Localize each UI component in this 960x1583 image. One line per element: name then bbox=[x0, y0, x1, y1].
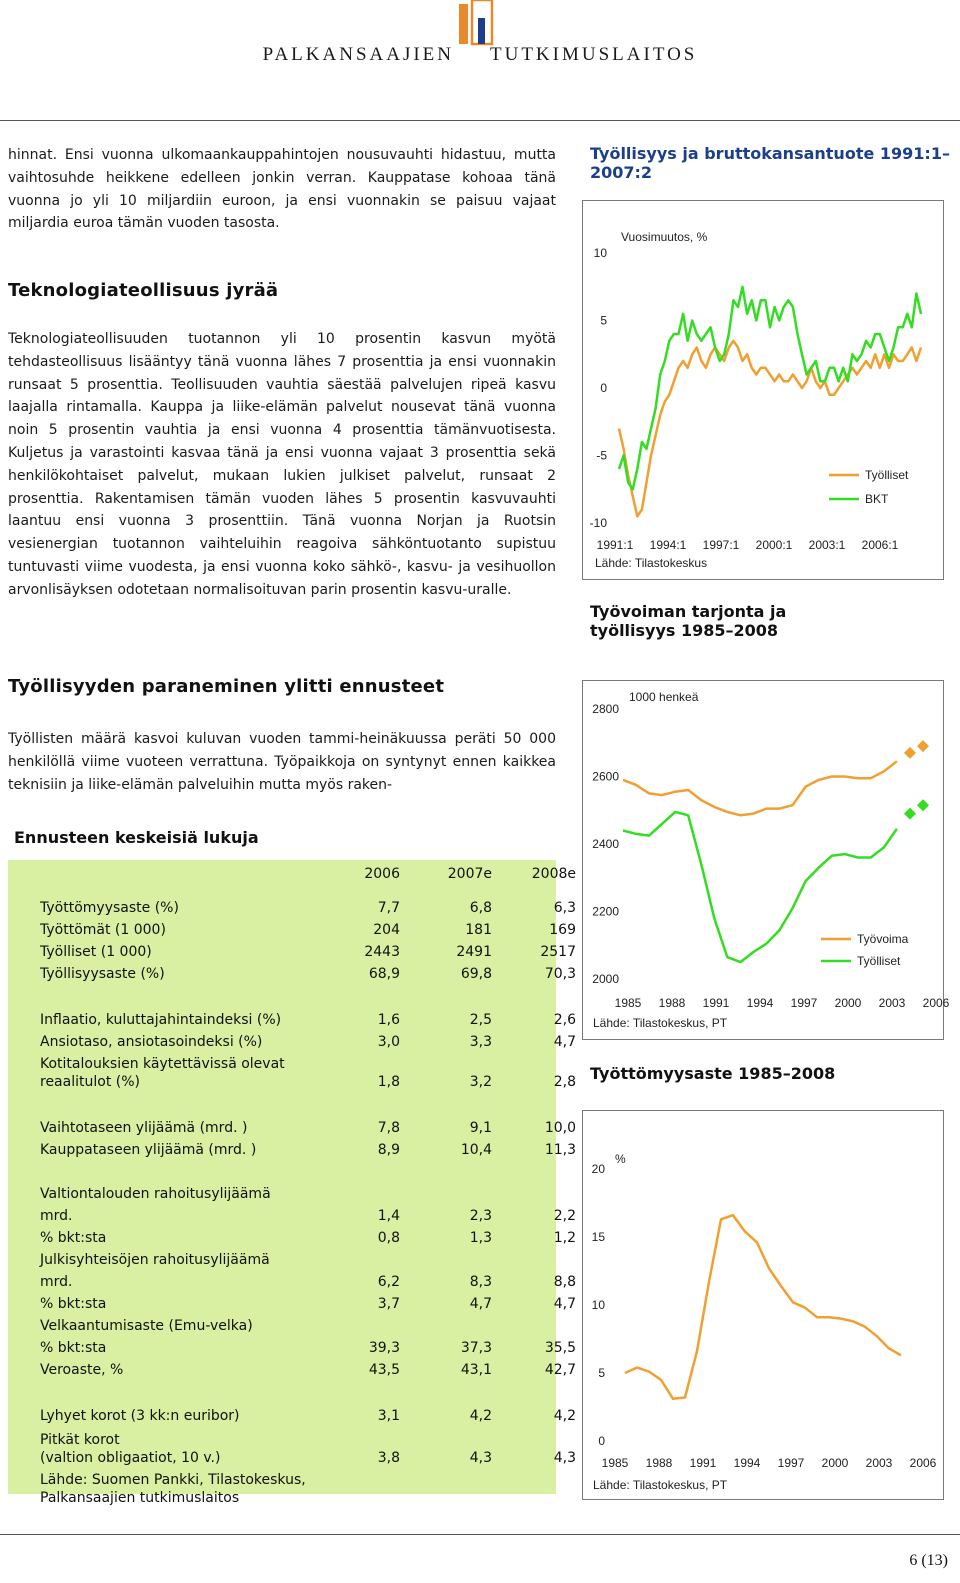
y-axis-label: 1000 henkeä bbox=[629, 690, 699, 704]
x-tick-label: 2006 bbox=[909, 1456, 937, 1470]
row-value: 3,1 bbox=[377, 1408, 400, 1424]
row-value: 2,2 bbox=[553, 1208, 576, 1224]
y-tick-label: 2400 bbox=[592, 837, 619, 851]
row-value: 8,3 bbox=[469, 1274, 492, 1290]
row-label: Julkisyhteisöjen rahoitusylijäämä bbox=[40, 1252, 270, 1268]
section-body-technology: Teknologiateollisuuden tuotannon yli 10 prosentin kasvun myötä tehdasteollisuus lisääntyy tänä vuonna lähes 7 prosenttia ja ensi vuonnakin runsaat 5 prosenttia. Teollisuuden vauhtia säestää palvelujen ripeä kasvu laajalla rintamalla. Kauppa ja liike-elämän palvelut nousevat tänä vuonna noin 5 prosentin vauhtia ja ensi vuonna 4 prosenttia tämänvuotisesta. Kuljetus ja varastointi kasvaa tänä ja ensi vuonna vajaat 3 prosenttia sekä henkilökohtaiset palvelut, mukaan lukien julkiset palvelut, runsaat 2 prosenttia. Rakentamisen tämän vuoden lähes 5 prosentin kasvuvauhti laantuu ensi vuonna 3 prosenttiin. Tänä vuonna Norjan ja Ruotsin vesienergian tuotannon vaihteluihin reagoiva sähköntuotanto supistuu tuntuvasti viime vuodesta, ja ensi vuonna koko sähkö-, kasvu- ja vesihuollon arvonlisäyksen odotetaan normalisoituvan parin prosentin kasvu-uralle. bbox=[8, 331, 556, 598]
y-tick-label: 5 bbox=[600, 313, 607, 328]
footer-rule bbox=[0, 1534, 960, 1535]
row-value: 11,3 bbox=[544, 1142, 576, 1158]
chart-title-unemployment: Työttömyysaste 1985–2008 bbox=[590, 1064, 836, 1083]
row-value: 39,3 bbox=[368, 1340, 400, 1356]
forecast-marker bbox=[904, 747, 916, 759]
intro-paragraph: hinnat. Ensi vuonna ulkomaankauppahintojen nousuvauhti hidastuu, mutta vaihtosuhde heikkene edelleen jonkin verran. Kauppatase kohoaa tänä vuonna jo yli 10 miljardiin euroon, ja ensi vuonnakin se paisuu vajaat miljardia euroa tämän vuoden tasosta. bbox=[8, 147, 556, 232]
logo-left-word: PALKANSAAJIEN bbox=[262, 44, 454, 65]
chart-title-employment-gdp: Työllisyys ja bruttokansantuote 1991:1–2007:2 bbox=[590, 144, 950, 182]
row-label: Lähde: Suomen Pankki, Tilastokeskus, bbox=[40, 1472, 306, 1488]
row-label: Työlliset (1 000) bbox=[40, 944, 152, 960]
y-axis-label: Vuosimuutos, % bbox=[621, 230, 708, 244]
x-tick-label: 1994 bbox=[746, 996, 774, 1010]
header-rule bbox=[0, 120, 960, 121]
y-tick-label: -10 bbox=[589, 516, 607, 530]
series-line bbox=[619, 287, 921, 490]
y-axis-label: % bbox=[615, 1152, 626, 1166]
x-tick-label: 1988 bbox=[645, 1456, 673, 1470]
row-label: Kotitalouksien käytettävissä olevat bbox=[40, 1056, 285, 1072]
row-value: 0,8 bbox=[377, 1230, 400, 1246]
section-heading-employment: Työllisyyden paraneminen ylitti ennusteet bbox=[8, 676, 445, 697]
x-tick-label: 1997 bbox=[777, 1456, 805, 1470]
column-header: 2006 bbox=[364, 866, 400, 882]
x-tick-label: 1991 bbox=[702, 996, 730, 1010]
y-tick-label: 0 bbox=[600, 381, 607, 395]
row-value: 4,7 bbox=[553, 1034, 576, 1050]
row-value: 2517 bbox=[540, 944, 576, 960]
row-value: 4,2 bbox=[553, 1408, 576, 1424]
x-tick-label: 2006:1 bbox=[861, 538, 899, 552]
section-heading-technology: Teknologiateollisuus jyrää bbox=[8, 280, 279, 301]
y-tick-label: 10 bbox=[591, 1298, 605, 1312]
chart-svg bbox=[583, 681, 950, 1039]
row-label: Veroaste, % bbox=[40, 1362, 124, 1378]
row-label: reaalitulot (%) bbox=[40, 1074, 140, 1090]
row-value: 6,3 bbox=[553, 900, 576, 916]
column-header: 2008e bbox=[531, 866, 576, 882]
series-line bbox=[619, 341, 921, 517]
x-tick-label: 1991 bbox=[689, 1456, 717, 1470]
row-value: 4,3 bbox=[469, 1450, 492, 1466]
x-tick-label: 2000 bbox=[821, 1456, 849, 1470]
x-tick-label: 2003 bbox=[865, 1456, 893, 1470]
row-value: 8,9 bbox=[377, 1142, 400, 1158]
x-tick-label: 1991:1 bbox=[596, 538, 634, 552]
logo-wordmark bbox=[0, 44, 960, 66]
x-tick-label: 1997 bbox=[790, 996, 818, 1010]
row-label: mrd. bbox=[40, 1274, 73, 1290]
row-value: 70,3 bbox=[544, 966, 576, 982]
row-label: % bkt:sta bbox=[40, 1296, 107, 1312]
x-tick-label: 2006 bbox=[922, 996, 950, 1010]
row-label: Valtiontalouden rahoitusylijäämä bbox=[40, 1186, 271, 1202]
chart-svg bbox=[583, 1111, 943, 1499]
row-value: 3,3 bbox=[469, 1034, 492, 1050]
y-tick-label: 15 bbox=[591, 1230, 605, 1244]
y-tick-label: 20 bbox=[591, 1162, 605, 1176]
row-value: 4,7 bbox=[469, 1296, 492, 1312]
series-line bbox=[623, 812, 897, 962]
row-label: Työllisyysaste (%) bbox=[40, 966, 165, 982]
row-value: 7,7 bbox=[377, 900, 400, 916]
legend-label: BKT bbox=[865, 492, 889, 506]
row-value: 1,3 bbox=[469, 1230, 492, 1246]
row-value: 10,0 bbox=[544, 1120, 576, 1136]
row-value: 181 bbox=[465, 922, 492, 938]
row-value: 204 bbox=[373, 922, 400, 938]
row-value: 2,3 bbox=[469, 1208, 492, 1224]
row-value: 4,3 bbox=[553, 1450, 576, 1466]
y-tick-label: 0 bbox=[598, 1434, 605, 1448]
section-body-employment: Työllisten määrä kasvoi kuluvan vuoden tammi-heinäkuussa peräti 50 000 henkilöllä viime vuoteen verrattuna. Työpaikkoja on syntynyt ennen kaikkea teknisiin ja liike-elämän palveluihin mutta myös raken- bbox=[8, 731, 556, 793]
row-label: Työttömät (1 000) bbox=[40, 922, 166, 938]
forecast-heading: Ennusteen keskeisiä lukuja bbox=[14, 828, 259, 847]
row-value: 9,1 bbox=[469, 1120, 492, 1136]
row-label: Vaihtotaseen ylijäämä (mrd. ) bbox=[40, 1120, 248, 1136]
row-value: 68,9 bbox=[368, 966, 400, 982]
chart-title-labour-supply: Työvoiman tarjonta ja työllisyys 1985–2008 bbox=[590, 602, 787, 640]
row-value: 1,2 bbox=[553, 1230, 576, 1246]
row-value: 35,5 bbox=[544, 1340, 576, 1356]
row-value: 2491 bbox=[456, 944, 492, 960]
chart-labour-supply bbox=[582, 680, 950, 1040]
x-tick-label: 2003 bbox=[878, 996, 906, 1010]
y-tick-label: 2000 bbox=[592, 972, 619, 986]
chart-source: Lähde: Tilastokeskus bbox=[595, 556, 708, 570]
x-tick-label: 1988 bbox=[658, 996, 686, 1010]
row-value: 3,0 bbox=[377, 1034, 400, 1050]
row-value: 6,2 bbox=[377, 1274, 400, 1290]
row-label: Kauppataseen ylijäämä (mrd. ) bbox=[40, 1142, 257, 1158]
chart-unemployment bbox=[582, 1110, 944, 1500]
forecast-marker bbox=[917, 740, 929, 752]
y-tick-label: 10 bbox=[593, 246, 607, 260]
row-value: 2,8 bbox=[553, 1074, 576, 1090]
row-value: 3,2 bbox=[469, 1074, 492, 1090]
series-line bbox=[623, 761, 897, 815]
row-value: 7,8 bbox=[377, 1120, 400, 1136]
legend-label: Työvoima bbox=[857, 932, 909, 946]
forecast-table-body bbox=[8, 860, 576, 1506]
row-value: 8,8 bbox=[553, 1274, 576, 1290]
row-value: 2,6 bbox=[553, 1012, 576, 1028]
row-value: 4,2 bbox=[469, 1408, 492, 1424]
forecast-marker bbox=[904, 808, 916, 820]
legend-label: Työlliset bbox=[857, 954, 901, 968]
row-value: 43,1 bbox=[460, 1362, 492, 1378]
row-value: 2443 bbox=[364, 944, 400, 960]
page-number: 6 (13) bbox=[909, 1552, 948, 1569]
x-tick-label: 1985 bbox=[614, 996, 642, 1010]
row-label: (valtion obligaatiot, 10 v.) bbox=[40, 1450, 221, 1466]
x-tick-label: 1997:1 bbox=[702, 538, 740, 552]
logo-right-word: TUTKIMUSLAITOS bbox=[490, 44, 698, 65]
row-value: 1,4 bbox=[377, 1208, 400, 1224]
forecast-table bbox=[8, 828, 576, 1506]
row-label: Pitkät korot bbox=[40, 1432, 120, 1448]
x-tick-label: 2003:1 bbox=[808, 538, 846, 552]
row-value: 1,8 bbox=[377, 1074, 400, 1090]
x-tick-label: 1985 bbox=[601, 1456, 629, 1470]
row-value: 37,3 bbox=[460, 1340, 492, 1356]
row-label: Velkaantumisaste (Emu-velka) bbox=[40, 1318, 253, 1334]
row-label: % bkt:sta bbox=[40, 1230, 107, 1246]
row-label: Palkansaajien tutkimuslaitos bbox=[40, 1490, 240, 1506]
chart-svg bbox=[583, 201, 943, 579]
chart-source: Lähde: Tilastokeskus, PT bbox=[593, 1016, 728, 1030]
row-value: 4,7 bbox=[553, 1296, 576, 1312]
y-tick-label: 2200 bbox=[592, 904, 619, 919]
chart-source: Lähde: Tilastokeskus, PT bbox=[593, 1478, 728, 1492]
x-tick-label: 1994:1 bbox=[649, 538, 687, 552]
row-label: Inflaatio, kuluttajahintaindeksi (%) bbox=[40, 1012, 282, 1028]
row-value: 169 bbox=[549, 922, 576, 938]
y-tick-label: 2600 bbox=[592, 769, 619, 784]
y-tick-label: 5 bbox=[598, 1366, 605, 1380]
x-tick-label: 2000 bbox=[834, 996, 862, 1010]
forecast-marker bbox=[917, 799, 929, 811]
row-label: Työttömyysaste (%) bbox=[40, 900, 179, 916]
row-value: 6,8 bbox=[469, 900, 492, 916]
row-label: Lyhyet korot (3 kk:n euribor) bbox=[40, 1408, 240, 1424]
row-value: 1,6 bbox=[377, 1012, 400, 1028]
x-tick-label: 1994 bbox=[733, 1456, 761, 1470]
forecast-table-header bbox=[40, 866, 576, 888]
row-value: 10,4 bbox=[460, 1142, 492, 1158]
y-tick-label: -5 bbox=[596, 448, 607, 463]
row-value: 42,7 bbox=[544, 1362, 576, 1378]
y-tick-label: 2800 bbox=[592, 702, 619, 716]
row-label: mrd. bbox=[40, 1208, 73, 1224]
row-label: % bkt:sta bbox=[40, 1340, 107, 1356]
x-tick-label: 2000:1 bbox=[755, 538, 793, 552]
publisher-logo bbox=[0, 0, 960, 90]
chart-employment-gdp bbox=[582, 200, 944, 580]
series-line bbox=[625, 1215, 901, 1399]
row-value: 43,5 bbox=[368, 1362, 400, 1378]
row-label: Ansiotaso, ansiotasoindeksi (%) bbox=[40, 1034, 263, 1050]
row-value: 69,8 bbox=[460, 966, 492, 982]
row-value: 3,8 bbox=[377, 1450, 400, 1466]
row-value: 3,7 bbox=[377, 1296, 400, 1312]
row-value: 2,5 bbox=[469, 1012, 492, 1028]
logo-mark bbox=[0, 0, 960, 44]
column-header: 2007e bbox=[447, 866, 492, 882]
legend-label: Työlliset bbox=[865, 468, 909, 482]
